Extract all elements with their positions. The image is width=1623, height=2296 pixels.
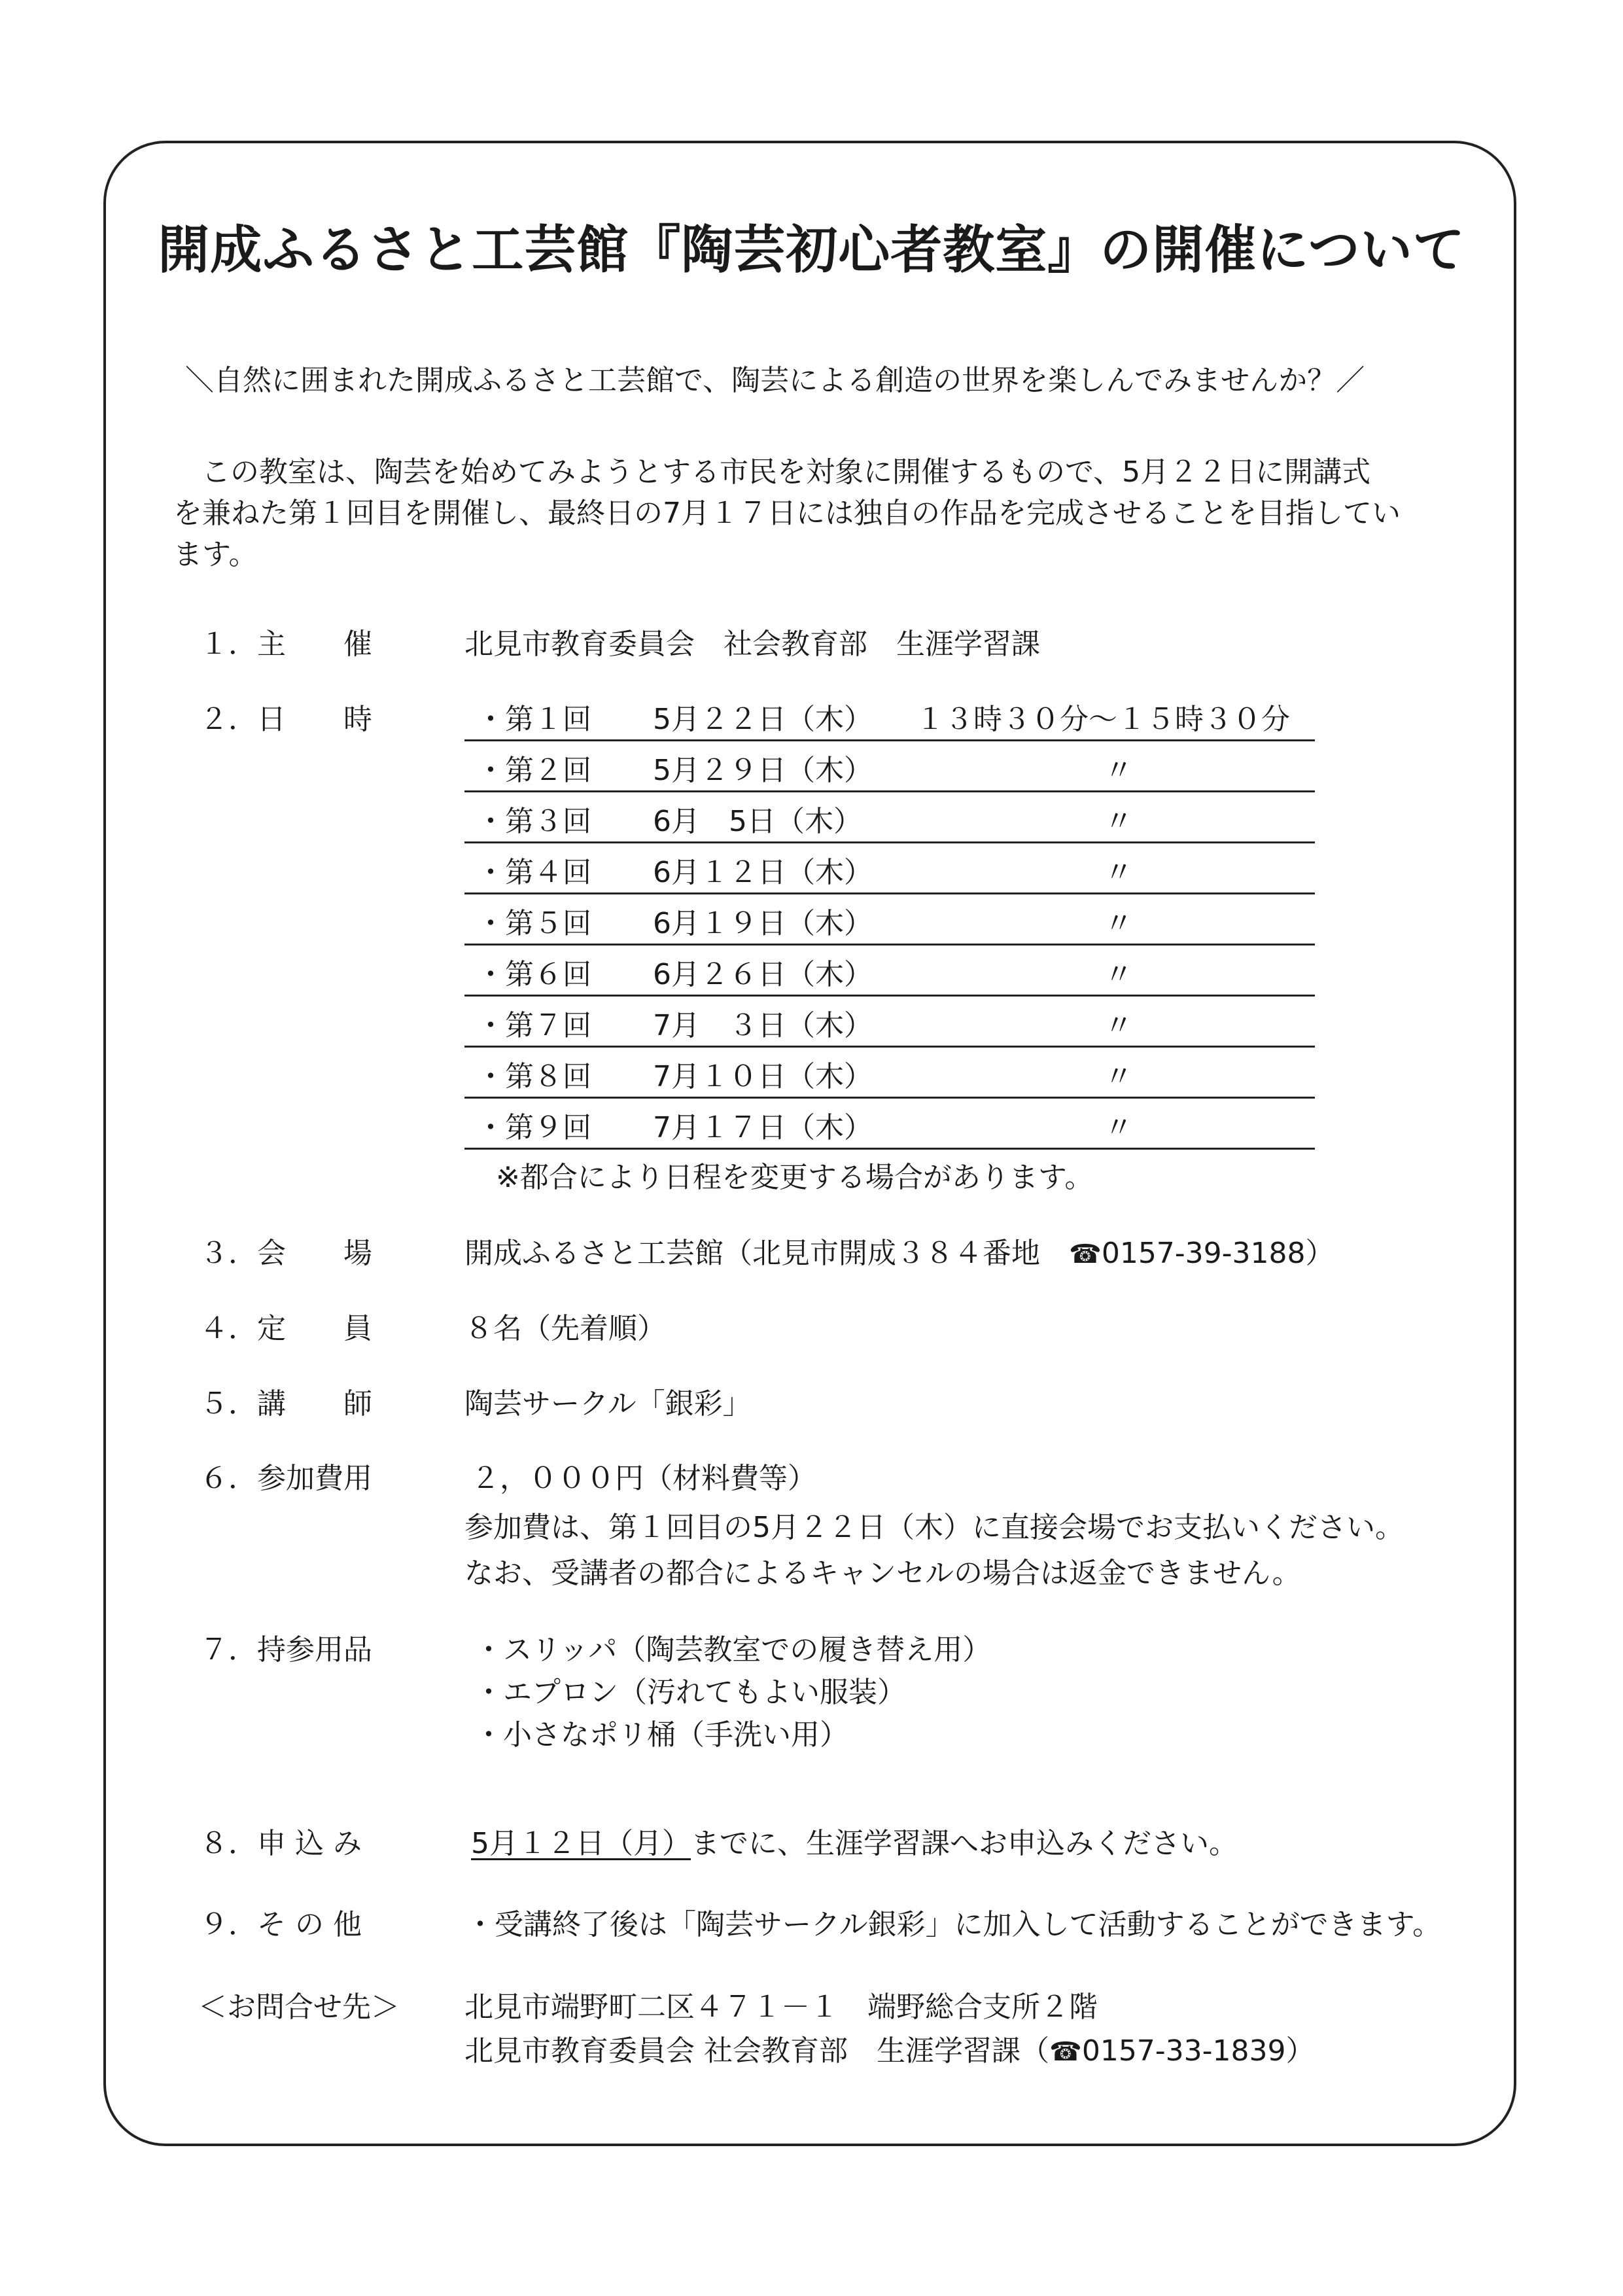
list-item: ・小さなポリ桶（手洗い用） (474, 1718, 848, 1752)
session-date: 7月１７日（木） (653, 1111, 873, 1144)
contact-office (464, 2032, 1315, 2072)
ditto-mark: 〃 (1104, 1009, 1133, 1042)
contact-phone: 0157-33-1839） (1081, 2034, 1315, 2068)
contact-address: 北見市端野町二区４７１－１ 端野総合支所２階 (464, 1990, 1098, 2024)
intro-line-2: を兼ねた第１回目を開催し、最終日の7月１７日には独自の作品を完成させることを目指してい (173, 497, 1401, 530)
schedule-row (464, 853, 1315, 894)
list-item: ・エプロン（汚れてもよい服装） (474, 1676, 906, 1709)
application-deadline: 5月１２日（月） (471, 1827, 691, 1860)
fee-note-2: なお、受講者の都合によるキャンセルの場合は返金できません。 (464, 1557, 1301, 1590)
capacity-label: ４．定 員 (200, 1312, 372, 1345)
session-number: ・第５回 (476, 907, 591, 940)
session-date: 7月１０日（木） (653, 1060, 873, 1093)
intro-line-3: ます。 (173, 538, 258, 571)
venue-value (464, 1234, 1335, 1274)
other-value: ・受講終了後は「陶芸サークル銀彩」に加入して活動することができます。 (466, 1908, 1442, 1941)
session-number: ・第２回 (476, 754, 591, 787)
schedule-row (464, 904, 1315, 945)
capacity-value: ８名（先着順） (464, 1312, 666, 1345)
application-label: ８．申 込 み (200, 1827, 362, 1860)
fee-label: ６．参加費用 (200, 1462, 372, 1495)
application-value (471, 1824, 1238, 1863)
schedule-row (464, 802, 1315, 843)
organizer-value: 北見市教育委員会 社会教育部 生涯学習課 (464, 627, 1040, 661)
schedule-row (464, 1006, 1315, 1048)
page-title: 開成ふるさと工芸館『陶芸初心者教室』の開催について (158, 220, 1465, 280)
session-date: 7月 ３日（木） (653, 1009, 873, 1042)
organizer-label: １．主 催 (200, 627, 372, 661)
schedule-row (464, 955, 1315, 997)
session-number: ・第１回 (476, 703, 591, 736)
venue-label: ３．会 場 (200, 1237, 372, 1270)
schedule-row (464, 700, 1315, 741)
ditto-mark: 〃 (1104, 856, 1133, 889)
session-date: 6月２６日（木） (653, 958, 873, 991)
ditto-mark: 〃 (1104, 958, 1133, 991)
ditto-mark: 〃 (1104, 1111, 1133, 1144)
ditto-mark: 〃 (1104, 805, 1133, 838)
session-date: 6月１９日（木） (653, 907, 873, 940)
session-number: ・第３回 (476, 805, 591, 838)
session-number: ・第６回 (476, 958, 591, 991)
ditto-mark: 〃 (1104, 907, 1133, 940)
fee-note-1: 参加費は、第１回目の5月２２日（木）に直接会場でお支払いください。 (464, 1511, 1404, 1544)
phone-icon: ☎ (1049, 2037, 1082, 2067)
phone-icon: ☎ (1069, 1239, 1102, 1269)
session-number: ・第９回 (476, 1111, 591, 1144)
instructor-label: ５．講 師 (200, 1387, 372, 1421)
ditto-mark: 〃 (1104, 1060, 1133, 1093)
session-time: １３時３０分～１５時３０分 (916, 703, 1290, 736)
list-item: ・スリッパ（陶芸教室での履き替え用） (474, 1633, 992, 1667)
tagline: ＼自然に囲まれた開成ふるさと工芸館で、陶芸による創造の世界を楽しんでみませんか？／ (185, 364, 1365, 397)
schedule-row (464, 751, 1315, 792)
session-number: ・第８回 (476, 1060, 591, 1093)
schedule-label: ２．日 時 (200, 703, 372, 736)
schedule-row (464, 1108, 1315, 1150)
venue-phone: 0157-39-3188） (1101, 1237, 1335, 1270)
session-date: 5月２２日（木） (653, 703, 873, 736)
contact-label: ＜お問合せ先＞ (198, 1990, 400, 2024)
intro-line-1: この教室は、陶芸を始めてみようとする市民を対象に開催するもので、5月２２日に開講式 (201, 455, 1371, 489)
ditto-mark: 〃 (1104, 754, 1133, 787)
other-label: ９．そ の 他 (200, 1908, 362, 1941)
instructor-value: 陶芸サークル「銀彩」 (464, 1387, 752, 1421)
schedule-note: ※都合により日程を変更する場合があります。 (496, 1161, 1094, 1194)
venue-name: 開成ふるさと工芸館（北見市開成３８４番地 (464, 1237, 1040, 1270)
session-date: 5月２９日（木） (653, 754, 873, 787)
session-date: 6月 5日（木） (653, 805, 862, 838)
session-date: 6月１２日（木） (653, 856, 873, 889)
fee-amount: ２，０００円（材料費等） (471, 1462, 816, 1495)
contact-department: 北見市教育委員会 社会教育部 生涯学習課（ (464, 2034, 1049, 2068)
items-label: ７．持参用品 (200, 1633, 372, 1667)
application-text: までに、生涯学習課へお申込みください。 (691, 1827, 1238, 1860)
schedule-row (464, 1057, 1315, 1099)
session-number: ・第７回 (476, 1009, 591, 1042)
session-number: ・第４回 (476, 856, 591, 889)
